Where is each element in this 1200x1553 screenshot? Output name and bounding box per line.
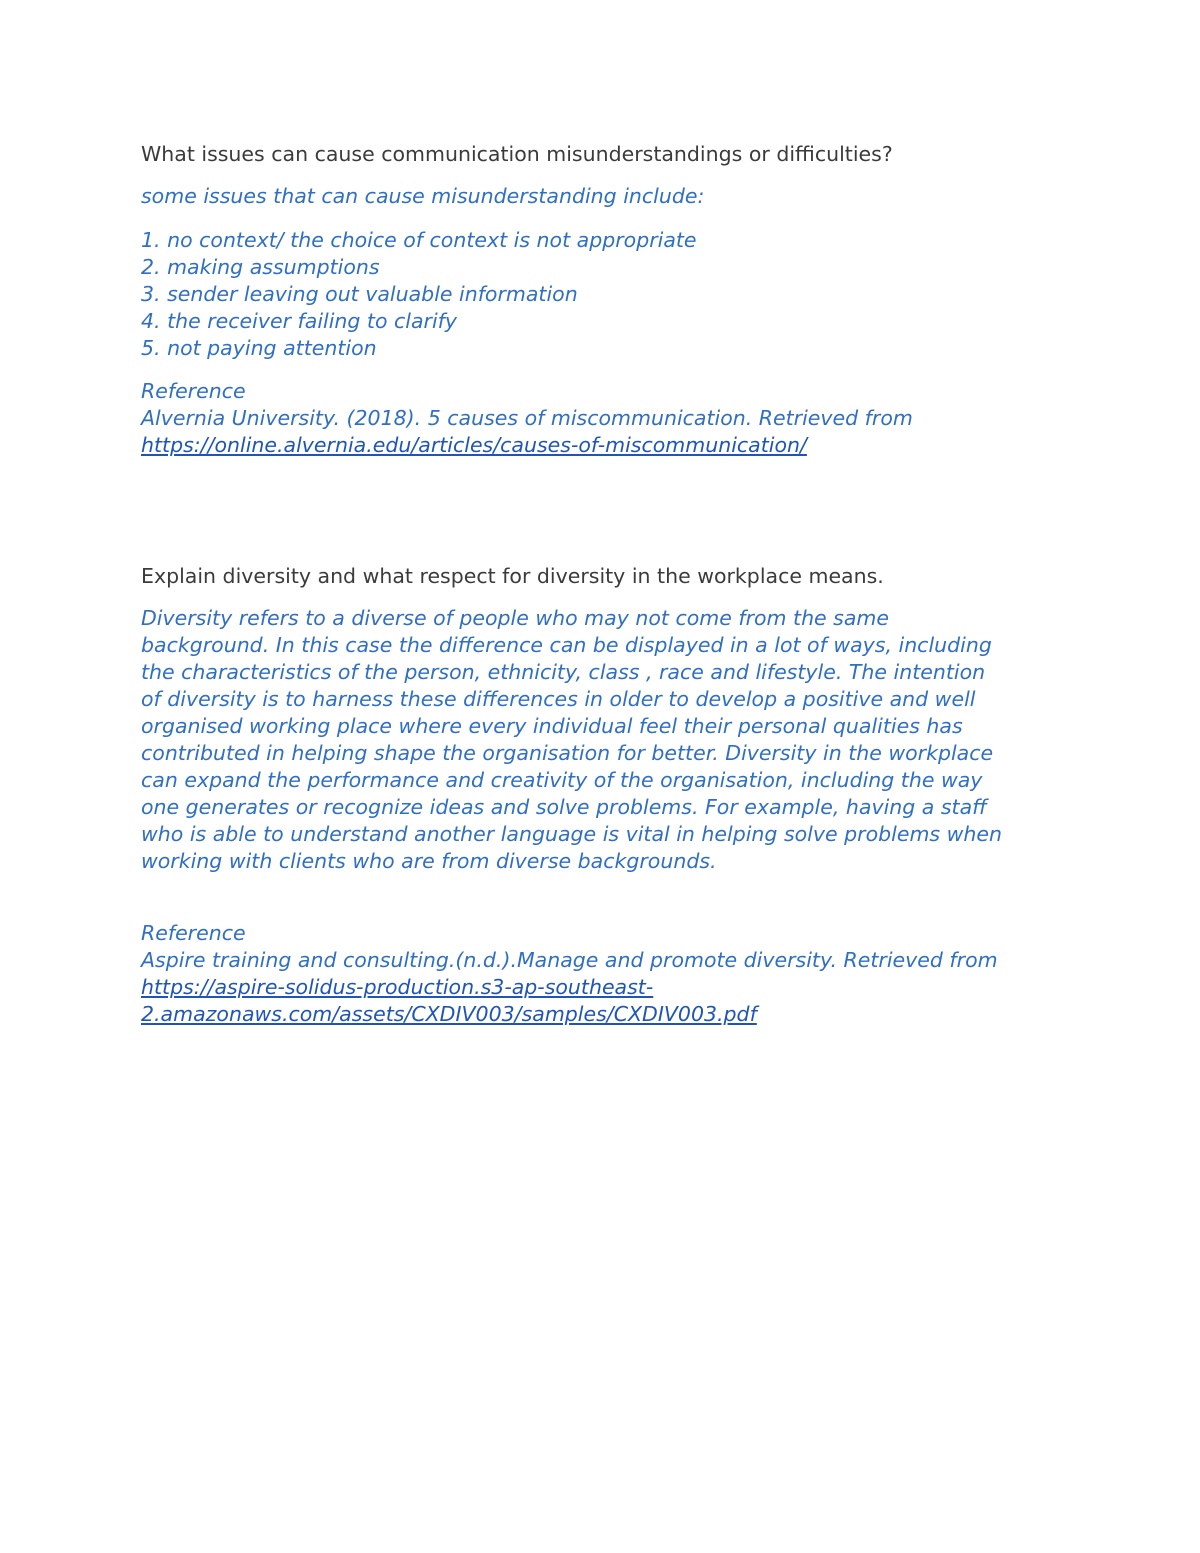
question-2: Explain diversity and what respect for diversity in the workplace means.	[141, 564, 884, 588]
reference-citation: Aspire training and consulting.(n.d.).Manage and promote diversity. Retrieved from	[141, 948, 998, 972]
answer-2-paragraph	[141, 605, 1071, 875]
reference-link-part-2[interactable]: 2.amazonaws.com/assets/CXDIV003/samples/CXDIV003.pdf	[141, 1002, 757, 1026]
reference-heading: Reference	[141, 921, 246, 945]
paragraph-line: one generates or recognize ideas and solve problems. For example, having a staff	[141, 795, 987, 819]
paragraph-line: of diversity is to harness these differences in older to develop a positive and well	[141, 687, 976, 711]
reference-1	[141, 378, 1071, 459]
paragraph-line: background. In this case the difference can be displayed in a lot of ways, including	[141, 633, 992, 657]
list-item: 3. sender leaving out valuable information	[141, 282, 578, 306]
paragraph-line: contributed in helping shape the organisation for better. Diversity in the workplace	[141, 741, 994, 765]
answer-1-list	[141, 227, 1071, 362]
paragraph-line: organised working place where every individual feel their personal qualities has	[141, 714, 963, 738]
paragraph-line: who is able to understand another language is vital in helping solve problems when	[141, 822, 1002, 846]
reference-heading: Reference	[141, 379, 246, 403]
reference-link-part-1[interactable]: https://aspire-solidus-production.s3-ap-southeast-	[141, 975, 654, 999]
paragraph-line: the characteristics of the person, ethnicity, class , race and lifestyle. The intention	[141, 660, 986, 684]
answer-1-intro: some issues that can cause misunderstanding include:	[141, 184, 705, 208]
list-item: 4. the receiver failing to clarify	[141, 309, 458, 333]
reference-2	[141, 920, 1071, 1028]
list-item: 1. no context/ the choice of context is not appropriate	[141, 228, 697, 252]
list-item: 2. making assumptions	[141, 255, 380, 279]
question-1: What issues can cause communication misunderstandings or difficulties?	[141, 142, 893, 166]
paragraph-line: Diversity refers to a diverse of people who may not come from the same	[141, 606, 890, 630]
reference-link[interactable]: https://online.alvernia.edu/articles/causes-of-miscommunication/	[141, 433, 807, 457]
paragraph-line: can expand the performance and creativity of the organisation, including the way	[141, 768, 983, 792]
paragraph-line: working with clients who are from diverse backgrounds.	[141, 849, 717, 873]
list-item: 5. not paying attention	[141, 336, 377, 360]
reference-citation: Alvernia University. (2018). 5 causes of miscommunication. Retrieved from	[141, 406, 913, 430]
